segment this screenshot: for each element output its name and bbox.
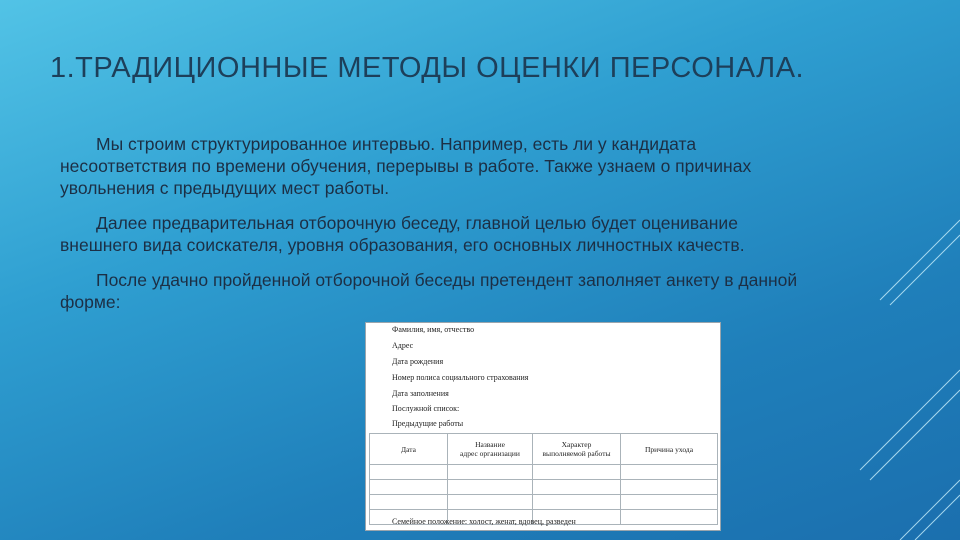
field-address: Адрес bbox=[392, 341, 414, 350]
field-full-name: Фамилия, имя, отчество bbox=[392, 325, 475, 334]
job-history-table bbox=[369, 433, 718, 525]
slide-title: 1.ТРАДИЦИОННЫЕ МЕТОДЫ ОЦЕНКИ ПЕРСОНАЛА. bbox=[50, 52, 805, 84]
table-header-row bbox=[370, 434, 718, 465]
paragraph-interview: Мы строим структурированное интервью. Например, есть ли у кандидата несоответствия по времени обучения, перерывы в работе. Также узнаем о причинах увольнения с предыдущих мест работы. bbox=[60, 134, 752, 198]
paragraph-screening: Далее предварительная отборочную беседу, главной целью будет оценивание внешнего вида соискателя, уровня образования, его основных личностных качеств. bbox=[60, 213, 745, 255]
header-leave-reason: Причина ухода bbox=[621, 434, 718, 465]
paragraph-questionnaire: После удачно пройденной отборочной беседы претендент заполняет анкету в данной форме: bbox=[60, 270, 798, 312]
table-row bbox=[370, 495, 718, 510]
field-service-record: Послужной список: bbox=[392, 404, 460, 413]
questionnaire-form-image bbox=[365, 322, 721, 531]
table-row bbox=[370, 465, 718, 480]
header-date: Дата bbox=[370, 434, 448, 465]
field-previous-jobs: Предыдущие работы bbox=[392, 419, 464, 428]
table-row bbox=[370, 480, 718, 495]
field-fill-date: Дата заполнения bbox=[392, 389, 449, 398]
body-text bbox=[60, 133, 820, 326]
header-organization: Название адрес организации bbox=[448, 434, 533, 465]
field-birth-date: Дата рождения bbox=[392, 357, 444, 366]
header-duties: Характер выполняемой работы bbox=[533, 434, 621, 465]
field-marital-status: Семейное положение: холост, женат, вдовец, разведен bbox=[392, 517, 576, 526]
field-insurance-number: Номер полиса социального страхования bbox=[392, 373, 529, 382]
